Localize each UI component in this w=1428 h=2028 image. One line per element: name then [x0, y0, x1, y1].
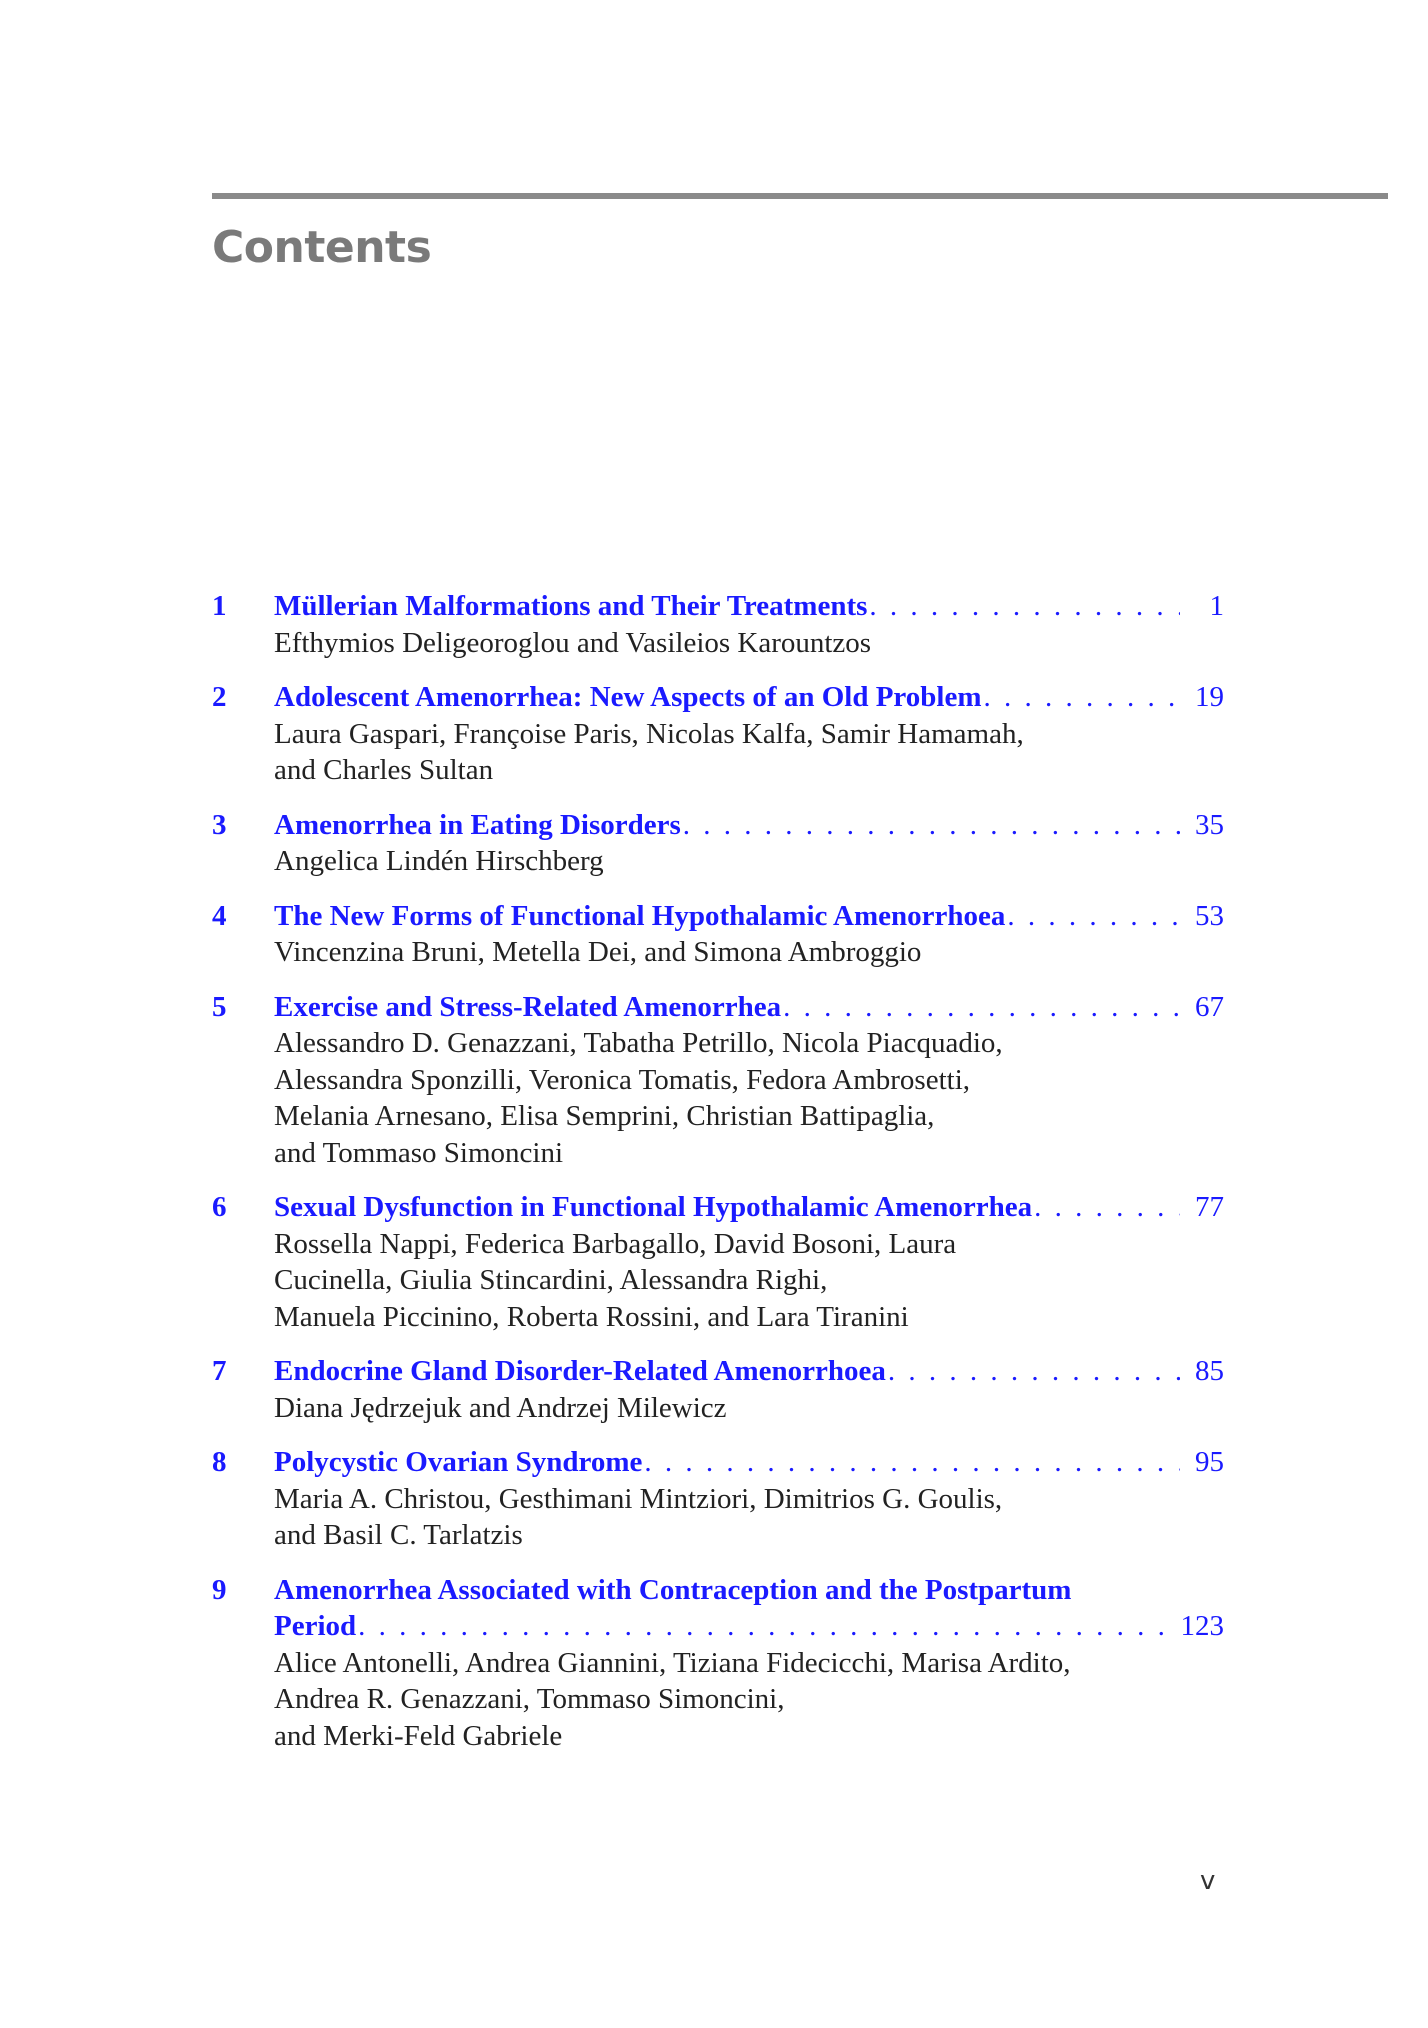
toc-entry[interactable]: [212, 679, 1224, 789]
page-number[interactable]: 123: [1180, 1610, 1224, 1642]
table-of-contents: [212, 588, 1224, 1772]
chapter-authors: Maria A. Christou, Gesthimani Mintziori, Dimitrios G. Goulis,: [274, 1482, 1003, 1515]
chapter-title[interactable]: Exercise and Stress-Related Amenorrhea: [274, 990, 782, 1023]
page-number[interactable]: 85: [1195, 1355, 1224, 1387]
chapter-authors: Alessandro D. Genazzani, Tabatha Petrillo, Nicola Piacquadio,: [274, 1027, 1003, 1059]
chapter-authors: Efthymios Deligeoroglou and Vasileios Karountzos: [274, 626, 872, 659]
dot-leader: [869, 588, 1180, 625]
toc-title-line[interactable]: [274, 1608, 1224, 1645]
toc-title-line[interactable]: [274, 807, 1224, 844]
toc-entry[interactable]: [212, 807, 1224, 880]
chapter-number: 3: [212, 808, 227, 841]
toc-entry[interactable]: [212, 1353, 1224, 1426]
toc-entry[interactable]: [212, 588, 1224, 661]
toc-entry[interactable]: [212, 1572, 1224, 1755]
page-number[interactable]: 1: [1209, 590, 1224, 622]
chapter-authors: and Basil C. Tarlatzis: [274, 1519, 523, 1551]
toc-title-line[interactable]: [274, 989, 1224, 1026]
chapter-number: 8: [212, 1446, 227, 1478]
chapter-authors: and Merki-Feld Gabriele: [274, 1719, 563, 1752]
chapter-number: 5: [212, 990, 227, 1023]
dot-leader: [644, 1444, 1180, 1481]
toc-title-line[interactable]: [274, 1444, 1224, 1481]
chapter-title[interactable]: Müllerian Malformations and Their Treatments: [274, 590, 868, 622]
page-folio: v: [1200, 1866, 1216, 1896]
chapter-title[interactable]: Polycystic Ovarian Syndrome: [274, 1446, 643, 1478]
chapter-number: 4: [212, 899, 227, 932]
chapter-number: 1: [212, 590, 227, 622]
toc-entry[interactable]: [212, 1444, 1224, 1554]
page-number[interactable]: 77: [1195, 1191, 1224, 1223]
page-title: Contents: [212, 222, 432, 273]
page-number[interactable]: 95: [1195, 1446, 1224, 1478]
toc-entry[interactable]: [212, 1189, 1224, 1335]
chapter-authors: Vincenzina Bruni, Metella Dei, and Simona Ambroggio: [274, 936, 922, 968]
chapter-authors: Andrea R. Genazzani, Tommaso Simoncini,: [274, 1683, 785, 1715]
dot-leader: [1034, 1189, 1180, 1226]
dot-leader: [1007, 898, 1180, 935]
chapter-authors: Angelica Lindén Hirschberg: [274, 845, 604, 877]
dot-leader: [683, 807, 1180, 844]
chapter-title[interactable]: Amenorrhea in Eating Disorders: [274, 808, 681, 841]
toc-title-line[interactable]: [274, 898, 1224, 935]
chapter-authors: Laura Gaspari, Françoise Paris, Nicolas Kalfa, Samir Hamamah,: [274, 717, 1024, 750]
dot-leader: [983, 679, 1180, 716]
page-number[interactable]: 67: [1195, 990, 1224, 1023]
chapter-authors: and Tommaso Simoncini: [274, 1136, 564, 1169]
chapter-authors: Melania Arnesano, Elisa Semprini, Christian Battipaglia,: [274, 1100, 935, 1132]
dot-leader: [888, 1353, 1180, 1390]
toc-entry[interactable]: [212, 898, 1224, 971]
chapter-authors: Alessandra Sponzilli, Veronica Tomatis, Fedora Ambrosetti,: [274, 1063, 971, 1096]
toc-title-line[interactable]: [274, 1353, 1224, 1390]
chapter-authors: Manuela Piccinino, Roberta Rossini, and Lara Tiranini: [274, 1300, 909, 1333]
chapter-title[interactable]: Adolescent Amenorrhea: New Aspects of an Old Problem: [274, 681, 982, 713]
chapter-authors: Cucinella, Giulia Stincardini, Alessandra Righi,: [274, 1264, 828, 1296]
chapter-authors: and Charles Sultan: [274, 754, 494, 786]
chapter-number: 6: [212, 1191, 227, 1223]
chapter-authors: Alice Antonelli, Andrea Giannini, Tiziana Fidecicchi, Marisa Ardito,: [274, 1646, 1071, 1679]
chapter-authors: Rossella Nappi, Federica Barbagallo, David Bosoni, Laura: [274, 1227, 957, 1260]
page-number[interactable]: 19: [1195, 681, 1224, 713]
chapter-number: 7: [212, 1355, 227, 1387]
chapter-title[interactable]: Sexual Dysfunction in Functional Hypothalamic Amenorrhea: [274, 1191, 1033, 1223]
chapter-number: 9: [212, 1573, 227, 1606]
toc-title-line[interactable]: [274, 1189, 1224, 1226]
chapter-title-line[interactable]: Amenorrhea Associated with Contraception and the Postpartum: [274, 1573, 1072, 1606]
dot-leader: [358, 1608, 1170, 1645]
toc-title-line[interactable]: [274, 679, 1224, 716]
chapter-number: 2: [212, 681, 227, 713]
page-number[interactable]: 35: [1195, 808, 1224, 841]
dot-leader: [783, 989, 1180, 1026]
chapter-title[interactable]: The New Forms of Functional Hypothalamic Amenorrhoea: [274, 899, 1006, 932]
page-number[interactable]: 53: [1195, 899, 1224, 932]
chapter-title[interactable]: Period: [274, 1610, 357, 1642]
toc-title-line[interactable]: [274, 588, 1224, 625]
chapter-title[interactable]: Endocrine Gland Disorder-Related Amenorrhoea: [274, 1355, 886, 1387]
chapter-authors: Diana Jędrzejuk and Andrzej Milewicz: [274, 1391, 727, 1424]
header-rule: [212, 193, 1388, 199]
toc-entry[interactable]: [212, 989, 1224, 1172]
